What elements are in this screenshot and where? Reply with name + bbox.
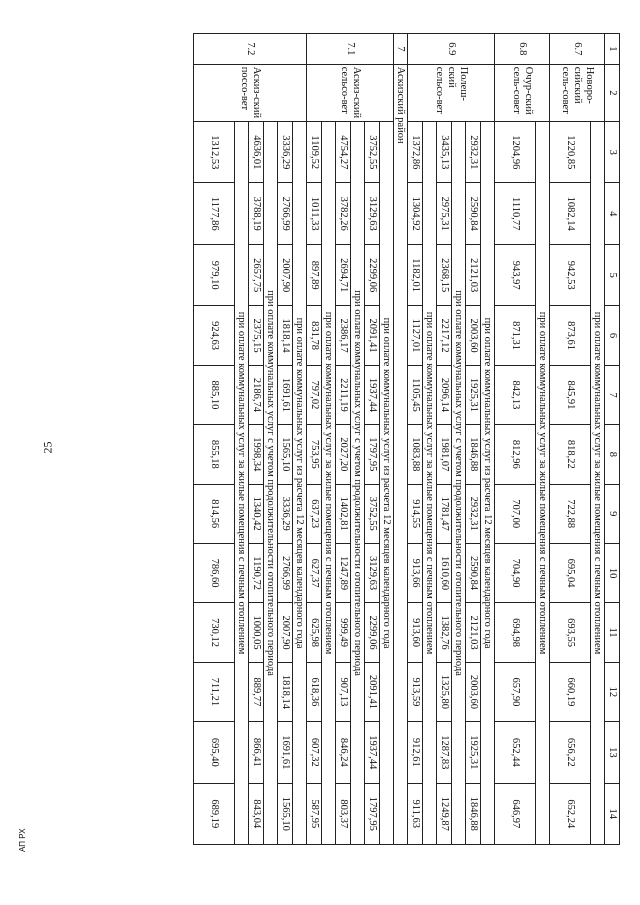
value-cell: 871,31: [495, 306, 536, 365]
table-row: [437, 34, 452, 845]
value-cell: 707,00: [495, 484, 536, 543]
value-cell: 1325,80: [437, 662, 452, 721]
value-cell: 1287,83: [437, 722, 452, 783]
value-cell: 913,59: [408, 662, 423, 721]
value-cell: 2299,06: [365, 603, 380, 662]
value-cell: 797,02: [307, 365, 322, 424]
value-cell: 2007,90: [278, 244, 293, 305]
value-cell: 695,40: [194, 722, 235, 783]
header-cell: 8: [605, 425, 620, 484]
value-cell: 2375,15: [249, 306, 264, 365]
value-cell: 753,95: [307, 425, 322, 484]
header-cell: 9: [605, 484, 620, 543]
value-cell: 1105,45: [408, 365, 423, 424]
value-cell: 646,97: [495, 783, 536, 844]
subheader-row: [264, 34, 278, 845]
value-cell: 637,23: [307, 484, 322, 543]
municipality-name: Очур-ский сель-совет: [495, 64, 550, 121]
value-cell: 2932,31: [466, 122, 481, 183]
value-cell: 1220,85: [550, 122, 591, 183]
value-cell: 656,22: [550, 722, 591, 783]
value-cell: 1818,14: [278, 662, 293, 721]
subheader-caption: при оплате коммунальных услуг из расчета 12 месяцев календарного года: [481, 122, 495, 845]
value-cell: 2386,17: [336, 306, 351, 365]
value-cell: 846,24: [336, 722, 351, 783]
value-cell: 803,37: [336, 783, 351, 844]
value-cell: 855,18: [194, 425, 235, 484]
value-cell: 999,49: [336, 603, 351, 662]
value-cell: 913,66: [408, 543, 423, 602]
row-number: 7: [394, 34, 408, 65]
municipality-name: Полеш-ский сельсо-вет: [408, 64, 495, 121]
header-cell: 2: [605, 64, 620, 121]
value-cell: 831,78: [307, 306, 322, 365]
table-row: [365, 34, 380, 845]
value-cell: 704,90: [495, 543, 536, 602]
table-row: [307, 34, 322, 845]
value-cell: 722,88: [550, 484, 591, 543]
subheader-row: [235, 34, 249, 845]
value-cell: 3129,63: [365, 543, 380, 602]
value-cell: 924,63: [194, 306, 235, 365]
value-cell: 1981,07: [437, 425, 452, 484]
value-cell: 818,22: [550, 425, 591, 484]
value-cell: 3435,13: [437, 122, 452, 183]
value-cell: 1691,61: [278, 722, 293, 783]
value-cell: 1781,47: [437, 484, 452, 543]
value-cell: 4636,01: [249, 122, 264, 183]
value-cell: 943,97: [495, 244, 536, 305]
value-cell: 1011,33: [307, 183, 322, 244]
subheader-caption: при оплате коммунальных услуг из расчета 12 месяцев календарного года: [293, 122, 307, 845]
value-cell: 1925,31: [466, 365, 481, 424]
value-cell: 1998,34: [249, 425, 264, 484]
value-cell: 1565,10: [278, 783, 293, 844]
header-cell: 6: [605, 306, 620, 365]
value-cell: 2007,90: [278, 603, 293, 662]
row-number: 6.9: [408, 34, 495, 65]
value-cell: 889,77: [249, 662, 264, 721]
value-cell: 1312,53: [194, 122, 235, 183]
value-cell: 1082,14: [550, 183, 591, 244]
value-cell: 1247,89: [336, 543, 351, 602]
value-cell: 695,04: [550, 543, 591, 602]
value-cell: 2091,41: [365, 662, 380, 721]
subheader-caption: при оплате коммунальных услуг за жилые помещения с печным отоплением: [235, 122, 249, 845]
value-cell: 845,91: [550, 365, 591, 424]
value-cell: 652,44: [495, 722, 536, 783]
district-name: Аскизский район: [394, 64, 408, 844]
subheader-row: [423, 34, 437, 845]
table-row: [466, 34, 481, 845]
value-cell: 786,60: [194, 543, 235, 602]
tariff-table: [193, 33, 620, 845]
value-cell: 4754,27: [336, 122, 351, 183]
value-cell: 711,21: [194, 662, 235, 721]
header-cell: 14: [605, 783, 620, 844]
value-cell: 1925,31: [466, 722, 481, 783]
value-cell: 730,12: [194, 603, 235, 662]
value-cell: 2121,03: [466, 244, 481, 305]
value-cell: 1797,95: [365, 425, 380, 484]
value-cell: 812,96: [495, 425, 536, 484]
row-number: 7.1: [307, 34, 394, 65]
header-cell: 3: [605, 122, 620, 183]
table-row: [194, 34, 235, 845]
value-cell: 1190,72: [249, 543, 264, 602]
value-cell: 912,61: [408, 722, 423, 783]
value-cell: 1937,44: [365, 365, 380, 424]
value-cell: 689,19: [194, 783, 235, 844]
value-cell: 913,60: [408, 603, 423, 662]
value-cell: 694,98: [495, 603, 536, 662]
value-cell: 1000,05: [249, 603, 264, 662]
value-cell: 1372,86: [408, 122, 423, 183]
header-cell: 5: [605, 244, 620, 305]
header-cell: 4: [605, 183, 620, 244]
municipality-name: Новоро-сийский сель-совет: [550, 64, 605, 121]
value-cell: 843,04: [249, 783, 264, 844]
value-cell: 2766,99: [278, 543, 293, 602]
value-cell: 2975,31: [437, 183, 452, 244]
value-cell: 1182,01: [408, 244, 423, 305]
table-row: [550, 34, 591, 845]
value-cell: 1249,87: [437, 783, 452, 844]
value-cell: 2590,84: [466, 543, 481, 602]
row-number: 6.8: [495, 34, 550, 65]
value-cell: 1083,88: [408, 425, 423, 484]
district-row: [394, 34, 408, 845]
value-cell: 2299,06: [365, 244, 380, 305]
table-row: [495, 34, 536, 845]
header-cell: 7: [605, 365, 620, 424]
value-cell: 2096,14: [437, 365, 452, 424]
value-cell: 3782,26: [336, 183, 351, 244]
value-cell: 2657,75: [249, 244, 264, 305]
table-row: [408, 34, 423, 845]
value-cell: 1402,81: [336, 484, 351, 543]
subheader-row: [322, 34, 336, 845]
value-cell: 3752,55: [365, 484, 380, 543]
value-cell: 2186,74: [249, 365, 264, 424]
subheader-row: [591, 34, 605, 845]
row-number: 7.2: [194, 34, 307, 65]
header-row: [605, 34, 620, 845]
subheader-caption: при оплате коммунальных услуг из расчета 12 месяцев календарного года: [380, 122, 394, 845]
value-cell: 618,36: [307, 662, 322, 721]
table-row: [336, 34, 351, 845]
subheader-caption: при оплате коммунальных услуг с учетом продолжительности отопительного периода: [452, 122, 466, 845]
value-cell: 1846,88: [466, 783, 481, 844]
value-cell: 2590,84: [466, 183, 481, 244]
value-cell: 652,24: [550, 783, 591, 844]
value-cell: 2211,19: [336, 365, 351, 424]
value-cell: 660,19: [550, 662, 591, 721]
value-cell: 1937,44: [365, 722, 380, 783]
value-cell: 897,89: [307, 244, 322, 305]
value-cell: 587,95: [307, 783, 322, 844]
value-cell: 3752,55: [365, 122, 380, 183]
subheader-caption: при оплате коммунальных услуг с учетом продолжительности отопительного периода: [351, 122, 365, 845]
value-cell: 1127,01: [408, 306, 423, 365]
table-holder: [193, 33, 620, 845]
subheader-row: [536, 34, 550, 845]
value-cell: 2217,12: [437, 306, 452, 365]
value-cell: 842,13: [495, 365, 536, 424]
subheader-caption: при оплате коммунальных услуг за жилые помещения с печным отоплением: [423, 122, 437, 845]
subheader-caption: при оплате коммунальных услуг за жилые помещения с печным отоплением: [591, 122, 605, 845]
value-cell: 1565,10: [278, 425, 293, 484]
value-cell: 2368,15: [437, 244, 452, 305]
value-cell: 693,55: [550, 603, 591, 662]
value-cell: 1204,96: [495, 122, 536, 183]
subheader-row: [380, 34, 394, 845]
subheader-row: [452, 34, 466, 845]
value-cell: 2091,41: [365, 306, 380, 365]
value-cell: 3788,19: [249, 183, 264, 244]
value-cell: 1846,88: [466, 425, 481, 484]
value-cell: 911,63: [408, 783, 423, 844]
value-cell: 2932,31: [466, 484, 481, 543]
value-cell: 979,10: [194, 244, 235, 305]
value-cell: 942,53: [550, 244, 591, 305]
value-cell: 627,37: [307, 543, 322, 602]
value-cell: 3336,29: [278, 122, 293, 183]
municipality-name: Аскиз-ский поссо-вет: [194, 64, 307, 121]
footer-mark: АП РХ: [18, 828, 27, 852]
header-cell: 10: [605, 543, 620, 602]
value-cell: 1797,95: [365, 783, 380, 844]
municipality-name: Аскиз-ский сельсо-вет: [307, 64, 394, 121]
header-cell: 13: [605, 722, 620, 783]
subheader-caption: при оплате коммунальных услуг за жилые помещения с печным отоплением: [322, 122, 336, 845]
value-cell: 3336,29: [278, 484, 293, 543]
subheader-row: [481, 34, 495, 845]
value-cell: 1177,86: [194, 183, 235, 244]
value-cell: 873,61: [550, 306, 591, 365]
page-number: 25: [40, 441, 55, 454]
value-cell: 1340,42: [249, 484, 264, 543]
subheader-caption: при оплате коммунальных услуг за жилые помещения с печным отоплением: [536, 122, 550, 845]
value-cell: 1610,60: [437, 543, 452, 602]
value-cell: 866,41: [249, 722, 264, 783]
subheader-caption: при оплате коммунальных услуг с учетом продолжительности отопительного периода: [264, 122, 278, 845]
header-cell: 11: [605, 603, 620, 662]
header-cell: 1: [605, 34, 620, 65]
value-cell: 814,56: [194, 484, 235, 543]
value-cell: 607,32: [307, 722, 322, 783]
value-cell: 625,98: [307, 603, 322, 662]
subheader-row: [293, 34, 307, 845]
value-cell: 914,55: [408, 484, 423, 543]
subheader-row: [351, 34, 365, 845]
header-cell: 12: [605, 662, 620, 721]
value-cell: 1109,52: [307, 122, 322, 183]
value-cell: 885,10: [194, 365, 235, 424]
value-cell: 1382,76: [437, 603, 452, 662]
value-cell: 1304,92: [408, 183, 423, 244]
value-cell: 1110,77: [495, 183, 536, 244]
value-cell: 2694,71: [336, 244, 351, 305]
value-cell: 1818,14: [278, 306, 293, 365]
value-cell: 3129,63: [365, 183, 380, 244]
value-cell: 2027,20: [336, 425, 351, 484]
table-row: [249, 34, 264, 845]
table-row: [278, 34, 293, 845]
value-cell: 907,13: [336, 662, 351, 721]
value-cell: 2121,03: [466, 603, 481, 662]
value-cell: 2003,60: [466, 662, 481, 721]
value-cell: 657,90: [495, 662, 536, 721]
row-number: 6.7: [550, 34, 605, 65]
table-body: [194, 34, 620, 845]
value-cell: 1691,61: [278, 365, 293, 424]
value-cell: 2766,99: [278, 183, 293, 244]
value-cell: 2003,60: [466, 306, 481, 365]
